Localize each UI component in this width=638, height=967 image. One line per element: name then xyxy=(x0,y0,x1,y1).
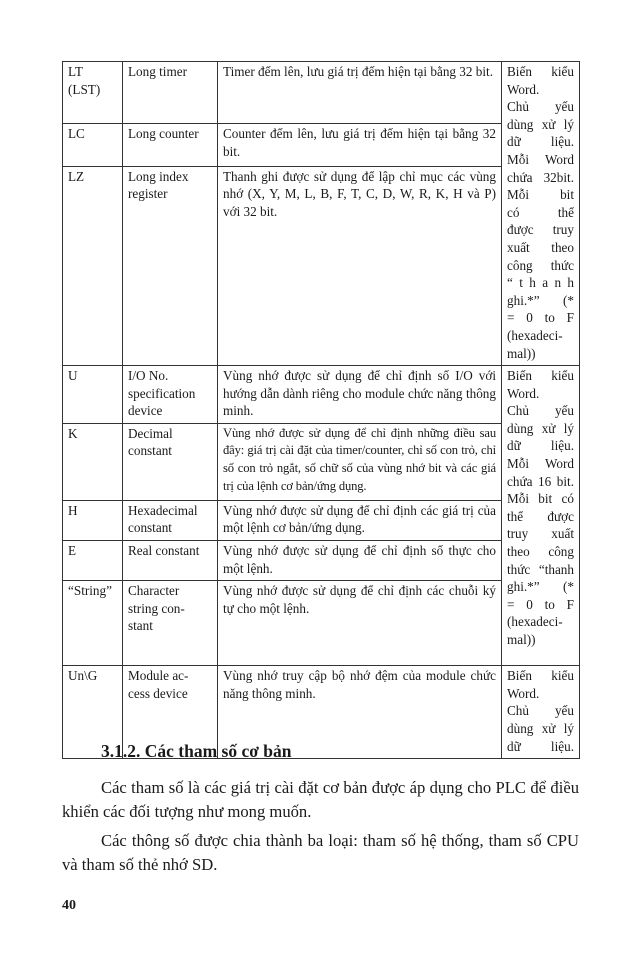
note-line: Biến kiểu xyxy=(507,368,574,384)
note-line: Biến kiểu xyxy=(507,64,574,79)
cell-line: device xyxy=(128,403,163,419)
device-code-text xyxy=(68,125,117,143)
device-code xyxy=(63,423,123,500)
device-code xyxy=(63,166,123,365)
device-name-text xyxy=(128,425,212,460)
device-code xyxy=(63,366,123,424)
note-line: xuất theo xyxy=(507,239,574,255)
note-line: thức “thanh xyxy=(507,561,574,577)
cell-line: Decimal xyxy=(128,425,173,441)
device-code-text xyxy=(68,367,117,385)
device-name-text xyxy=(128,582,212,635)
cell-line: stant xyxy=(128,618,153,634)
device-description: Vùng nhớ được sử dụng để chỉ định các giá trị của một lệnh cơ bản/ứng dụng. xyxy=(218,500,502,540)
device-code-text xyxy=(68,425,117,443)
note-line: (hexadeci- xyxy=(507,327,563,343)
data-type-note xyxy=(502,366,580,666)
note-line: ghi.*” (* xyxy=(507,579,574,595)
cell-line: LC xyxy=(68,126,85,142)
note-line: Chủ yếu xyxy=(507,99,574,115)
cell-line: Long timer xyxy=(128,64,187,79)
cell-line: Real constant xyxy=(128,543,200,559)
cell-line: U xyxy=(68,368,78,384)
device-code xyxy=(63,500,123,540)
note-line: chứa 32bit. xyxy=(507,169,574,185)
note-line: dùng xử lý xyxy=(507,116,574,132)
note-line: Chủ yếu xyxy=(507,703,574,719)
device-name xyxy=(123,500,218,540)
device-code-text xyxy=(68,63,117,98)
data-type-note xyxy=(502,666,580,759)
note-line: Chủ yếu xyxy=(507,403,574,419)
device-name-text xyxy=(128,125,212,143)
cell-line: Long index xyxy=(128,168,189,184)
device-name xyxy=(123,62,218,124)
note-line: = 0 to F xyxy=(507,310,574,326)
device-description: Vùng nhớ được sử dụng để chỉ định số thực cho một lệnh. xyxy=(218,541,502,581)
cell-line: Hexadecimal xyxy=(128,502,198,518)
cell-line: “String” xyxy=(68,583,112,599)
cell-line: K xyxy=(68,425,78,441)
device-description: Timer đếm lên, lưu giá trị đếm hiện tại bằng 32 bit. xyxy=(218,62,502,124)
device-description: Vùng nhớ được sử dụng để chỉ định số I/O với hướng dẫn dành riêng cho module chức năng thông minh. xyxy=(218,366,502,424)
table-row xyxy=(63,62,580,124)
note-line: Mỗi Word xyxy=(507,151,574,167)
table-row xyxy=(63,366,580,424)
device-name-text xyxy=(128,502,212,537)
note-line: theo công xyxy=(507,544,574,560)
device-description: Vùng nhớ truy cập bộ nhớ đệm của module chức năng thông minh. xyxy=(218,666,502,759)
device-name-text xyxy=(128,168,212,203)
note-line: mal)) xyxy=(507,345,536,361)
note-line: (hexadeci- xyxy=(507,614,563,630)
section-heading: 3.1.2. Các tham số cơ bản xyxy=(101,741,292,761)
cell-line: constant xyxy=(128,443,172,459)
body-paragraph: Các tham số là các giá trị cài đặt cơ bản được áp dụng cho PLC để điều khiển các đối tượng như mong muốn. xyxy=(62,778,579,821)
note-line: ghi.*” (* xyxy=(507,292,574,308)
cell-line: constant xyxy=(128,520,172,536)
body-paragraph: Các thông số được chia thành ba loại: tham số hệ thống, tham số CPU và tham số thẻ nhớ SD. xyxy=(62,831,579,874)
device-code xyxy=(63,62,123,124)
note-line: có thể xyxy=(507,204,574,220)
device-code-text xyxy=(68,502,117,520)
device-table xyxy=(62,61,580,759)
cell-line: Module ac- xyxy=(128,668,189,684)
note-line: truy xuất xyxy=(507,526,574,542)
note-line: dùng xử lý xyxy=(507,721,574,737)
device-name-text xyxy=(128,667,212,702)
note-line: = 0 to F xyxy=(507,596,574,612)
cell-line: LZ xyxy=(68,168,85,184)
cell-line: (LST) xyxy=(68,81,101,97)
device-description: Vùng nhớ được sử dụng để chỉ định những điều sau đây: giá trị cài đặt của timer/counter, chỉ số con trỏ, chỉ số con trỏ ngắt, số chữ số của vùng nhớ bit và các giá trị của lệnh cơ bản/ứng dụng. xyxy=(218,423,502,500)
cell-line: string con- xyxy=(128,600,185,616)
cell-line: register xyxy=(128,186,168,202)
device-code-text xyxy=(68,542,117,560)
device-description: Vùng nhớ được sử dụng để chỉ định các chuỗi ký tự cho một lệnh. xyxy=(218,581,502,666)
device-description: Counter đếm lên, lưu giá trị đếm hiện tại bằng 32 bit. xyxy=(218,124,502,166)
note-line: Mỗi Word xyxy=(507,456,574,472)
page-number: 40 xyxy=(62,898,76,913)
cell-line: Long counter xyxy=(128,126,199,142)
note-line: dữ liệu. xyxy=(507,438,574,454)
cell-line: LT xyxy=(68,64,83,79)
device-name xyxy=(123,366,218,424)
device-code-text xyxy=(68,582,117,600)
device-code xyxy=(63,541,123,581)
note-line: dùng xử lý xyxy=(507,420,574,436)
device-description: Thanh ghi được sử dụng để lập chỉ mục các vùng nhớ (X, Y, M, L, B, F, T, C, D, W, R, K, H và P) với 32 bit. xyxy=(218,166,502,365)
device-name-text xyxy=(128,63,212,81)
cell-line: I/O No. xyxy=(128,368,169,384)
note-line: mal)) xyxy=(507,632,536,647)
device-name xyxy=(123,166,218,365)
note-line: “ t h a n h xyxy=(507,275,574,291)
note-line: công thức xyxy=(507,257,574,273)
device-code-text xyxy=(68,168,117,186)
cell-line: Character xyxy=(128,583,180,599)
device-name xyxy=(123,124,218,166)
device-name xyxy=(123,581,218,666)
note-line: Word. xyxy=(507,81,540,97)
cell-line: Un\G xyxy=(68,668,98,684)
device-name-text xyxy=(128,367,212,420)
note-line: Word. xyxy=(507,685,540,701)
device-code xyxy=(63,581,123,666)
device-name-text xyxy=(128,542,212,560)
note-line: Biến kiểu xyxy=(507,668,574,684)
device-code-text xyxy=(68,667,117,685)
note-line: dữ liệu. xyxy=(507,134,574,150)
note-line: thể được xyxy=(507,508,574,524)
device-name xyxy=(123,541,218,581)
note-line: Mỗi bit xyxy=(507,187,574,203)
cell-line: cess device xyxy=(128,685,188,701)
note-line: Word. xyxy=(507,385,540,401)
note-line: Mỗi bit có xyxy=(507,491,574,507)
cell-line: specification xyxy=(128,385,196,401)
cell-line: E xyxy=(68,543,77,559)
note-line: dữ liệu. xyxy=(507,738,574,754)
data-type-note xyxy=(502,62,580,366)
note-line: chứa 16 bit. xyxy=(507,473,574,489)
cell-line: H xyxy=(68,502,78,518)
device-code xyxy=(63,124,123,166)
note-line: được truy xyxy=(507,222,574,238)
device-name xyxy=(123,423,218,500)
